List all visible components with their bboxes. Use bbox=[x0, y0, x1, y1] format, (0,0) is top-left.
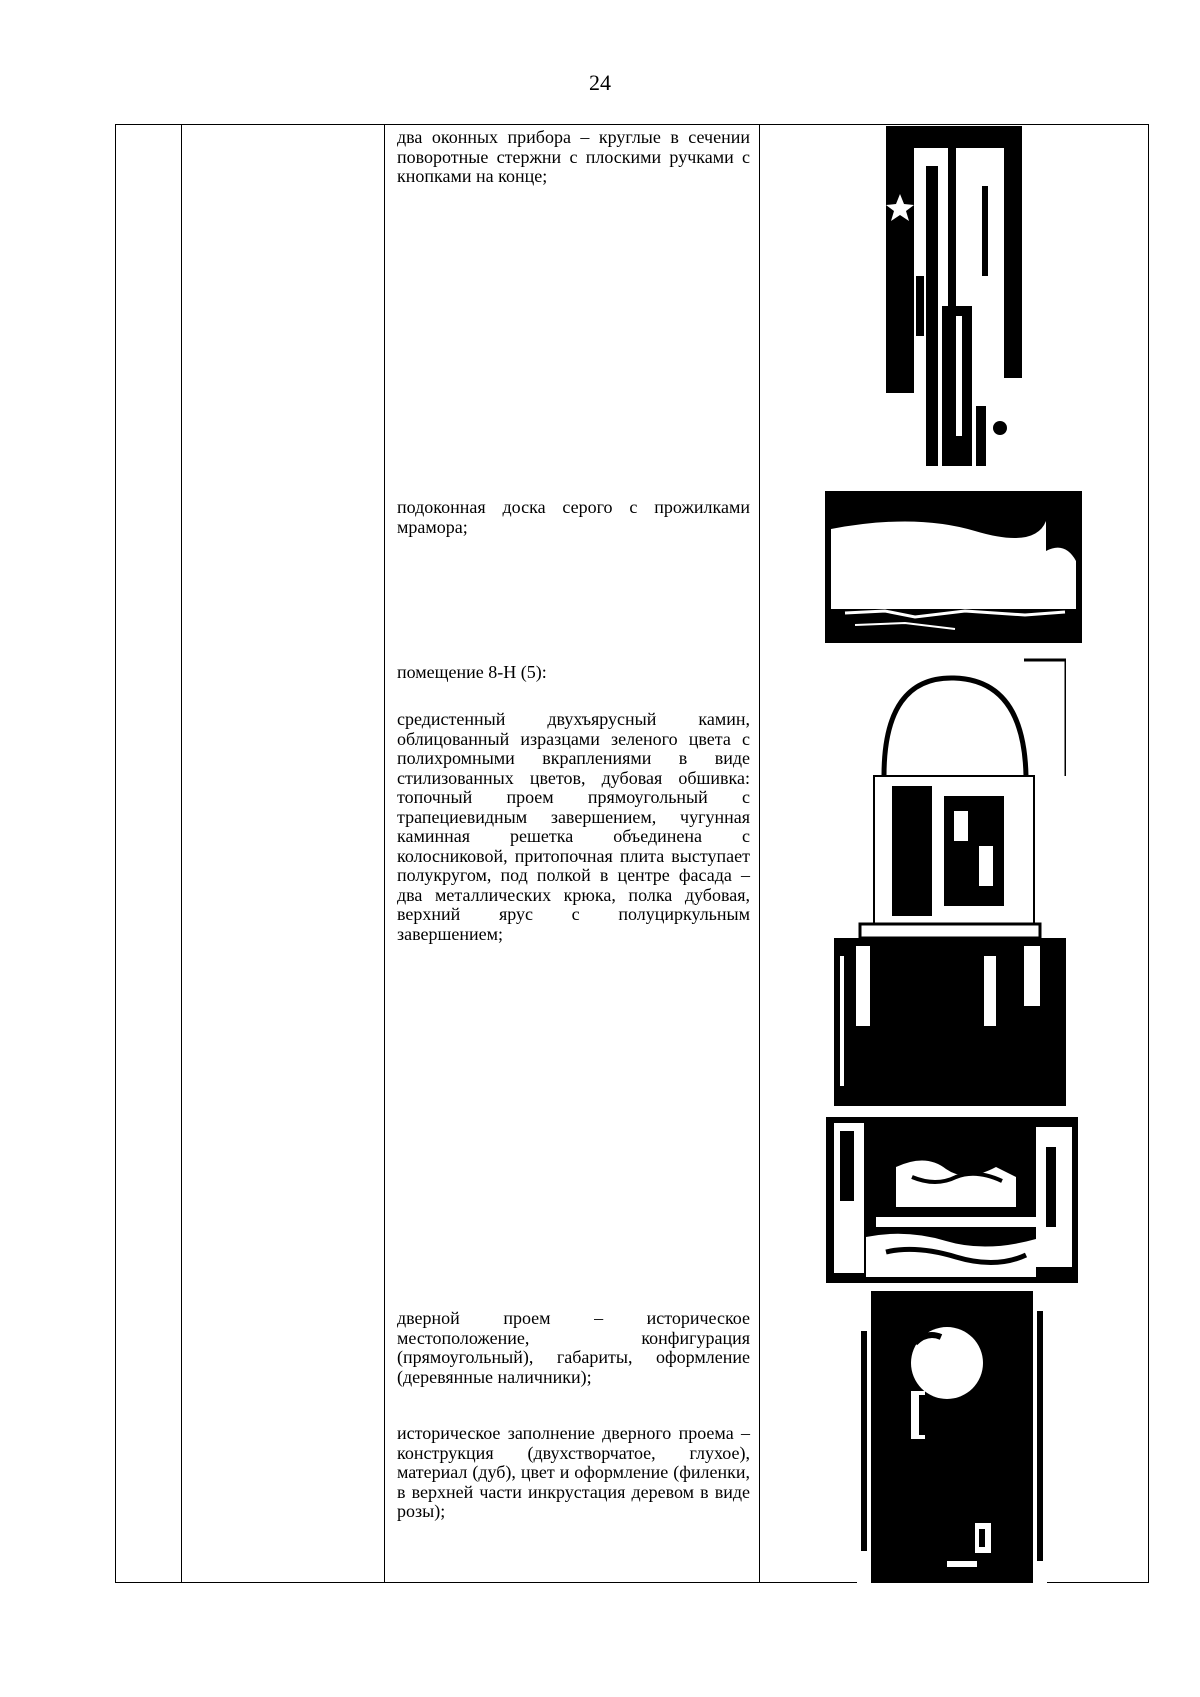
entry-doorway bbox=[397, 1309, 750, 1387]
entry-text: дверной проем – историческое местоположение, конфигурация (прямоугольный), габариты, оформление (деревянные наличники); bbox=[397, 1308, 750, 1387]
entry-fireplace bbox=[397, 710, 750, 944]
door-photo bbox=[857, 1291, 1047, 1583]
entry-door-fill bbox=[397, 1424, 750, 1522]
entry-text: средистенный двухъярусный камин, облицованный изразцами зеленого цвета с полихромными вкраплениями в виде стилизованных цветов, дубовая обшивка: топочный проем прямоугольный с трапециевидным завершением, чугунная каминная решетка объединена с колосниковой, притопочная плита выступает полукругом, под полкой в центре фасада – два металлических крюка, полка дубовая, верхний ярус с полуциркульным завершением; bbox=[397, 709, 750, 944]
entry-text: два оконных прибора – круглые в сечении поворотные стержни с плоскими ручками с кнопками на конце; bbox=[397, 127, 750, 186]
room-heading-text: помещение 8-Н (5): bbox=[397, 662, 547, 682]
entry-text: историческое заполнение дверного проема – конструкция (двухстворчатое, глухое), материал (дуб), цвет и оформление (филенки, в верхней части инкрустация деревом в виде розы); bbox=[397, 1423, 750, 1521]
fireplace-photo bbox=[834, 656, 1066, 1106]
column-divider-2 bbox=[384, 125, 385, 1582]
page-number: 24 bbox=[589, 70, 611, 95]
column-divider-3 bbox=[759, 125, 760, 1582]
entry-sill-board bbox=[397, 498, 750, 537]
window-sill-photo bbox=[825, 491, 1082, 643]
fireplace-detail-photo bbox=[826, 1117, 1078, 1283]
entry-text: подоконная доска серого с прожилками мрамора; bbox=[397, 497, 750, 537]
room-heading bbox=[397, 663, 750, 683]
column-divider-1 bbox=[181, 125, 182, 1582]
window-latch-photo bbox=[886, 126, 1022, 478]
entry-window-devices bbox=[397, 128, 750, 187]
